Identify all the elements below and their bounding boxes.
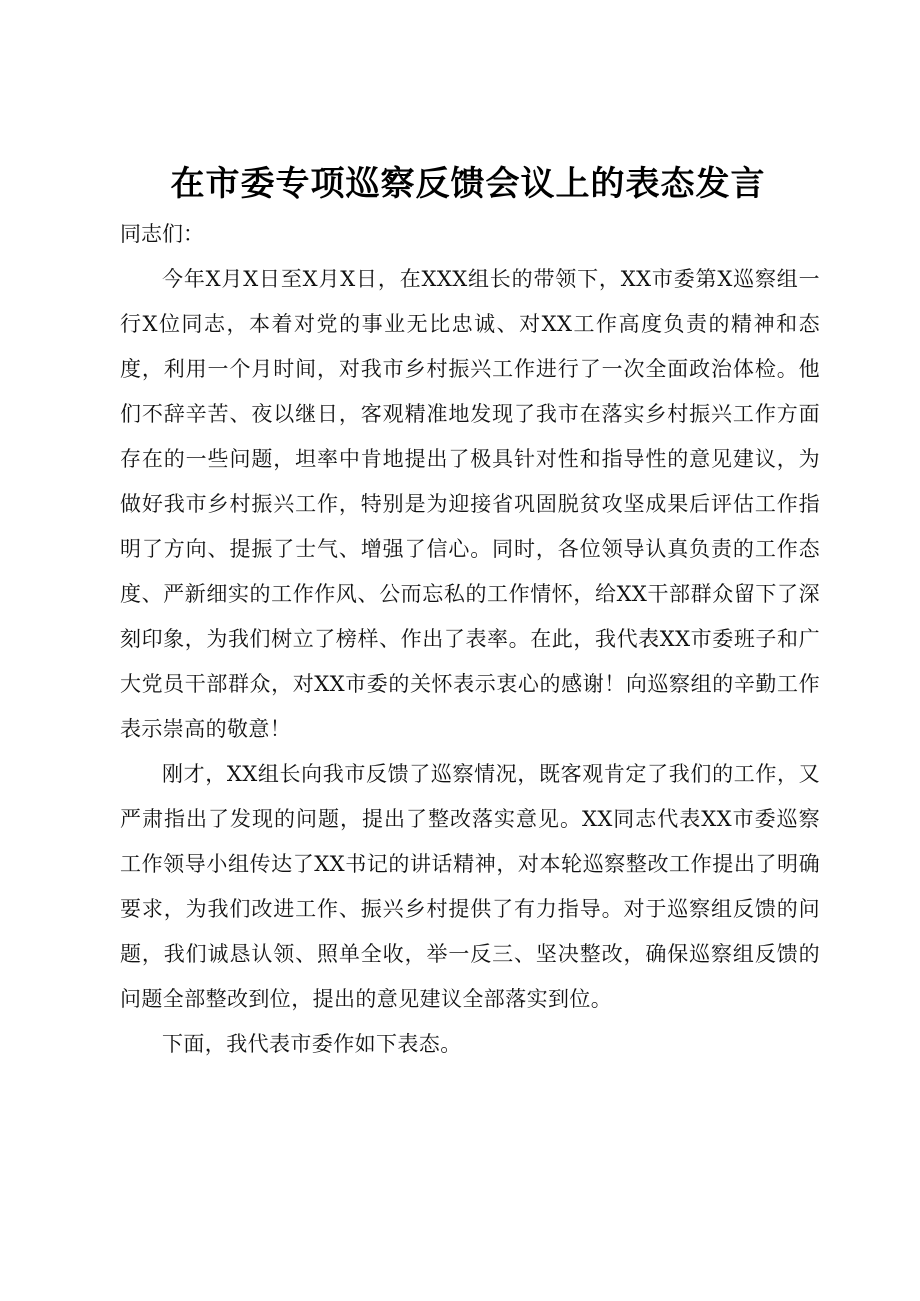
- paragraph-2: 刚才，XX组长向我市反馈了巡察情况，既客观肯定了我们的工作，又严肃指出了发现的问题，提出了整改落实意见。XX同志代表XX市委巡察工作领导小组传达了XX书记的讲话精神，对本轮巡察整改工作提出了明确要求，为我们改进工作、振兴乡村提供了有力指导。对于巡察组反馈的问题，我们诚恳认领、照单全收，举一反三、坚决整改，确保巡察组反馈的问题全部整改到位，提出的意见建议全部落实到位。: [120, 762, 820, 1011]
- document-title: 在市委专项巡察反馈会议上的表态发言: [170, 164, 766, 204]
- salutation: 同志们：: [120, 222, 204, 246]
- paragraph-3: 下面，我代表市委作如下表态。: [162, 1032, 462, 1056]
- paragraph-1: 今年X月X日至X月X日，在XXX组长的带领下，XX市委第X巡察组一行X位同志，本着对党的事业无比忠诚、对XX工作高度负责的精神和态度，利用一个月时间，对我市乡村振兴工作进行了一次全面政治体检。他们不辞辛苦、夜以继日，客观精准地发现了我市在落实乡村振兴工作方面存在的一些问题，坦率中肯地提出了极具针对性和指导性的意见建议，为做好我市乡村振兴工作，特别是为迎接省巩固脱贫攻坚成果后评估工作指明了方向、提振了士气、增强了信心。同时，各位领导认真负责的工作态度、严新细实的工作作风、公而忘私的工作情怀，给XX干部群众留下了深刻印象，为我们树立了榜样、作出了表率。在此，我代表XX市委班子和广大党员干部群众，对XX市委的关怀表示衷心的感谢！向巡察组的辛勤工作表示崇高的敬意！: [120, 267, 820, 741]
